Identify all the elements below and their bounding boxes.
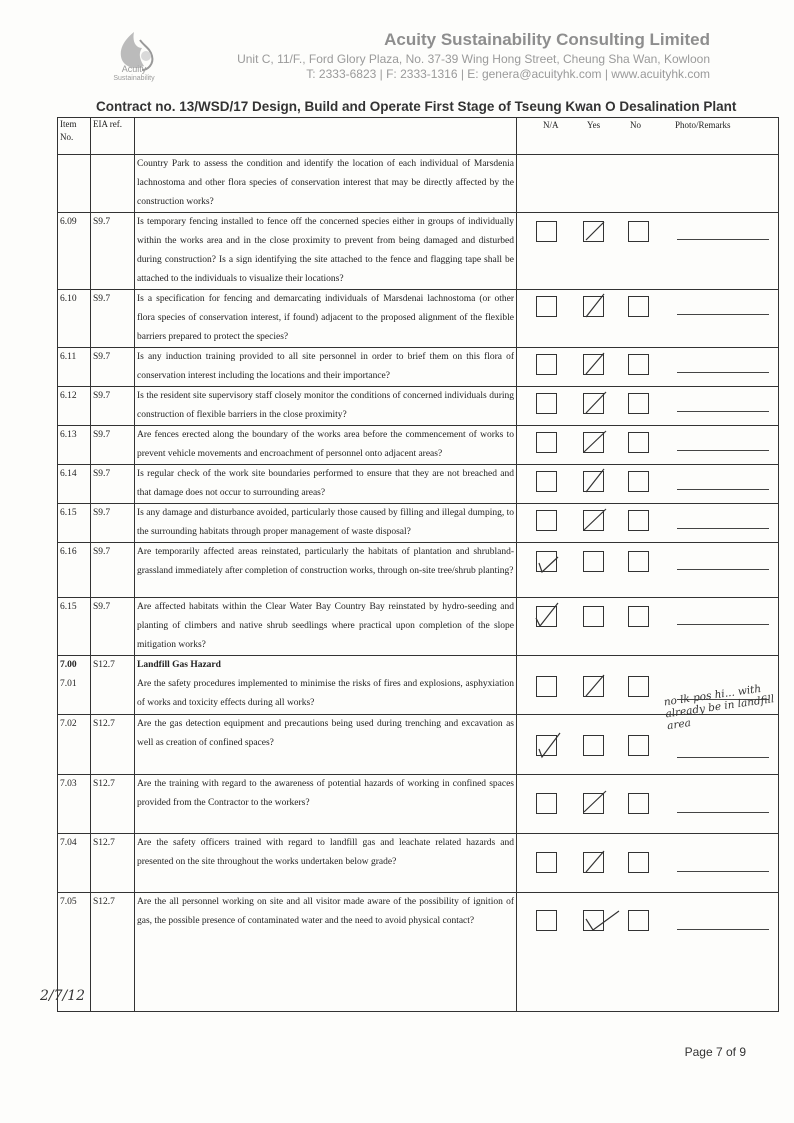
handwritten-remark: no lk pos hi... with already be in landfill area: [663, 682, 776, 733]
checkbox-na[interactable]: [536, 432, 557, 453]
checkbox-no[interactable]: [628, 221, 649, 242]
tick-mark-icon: [581, 507, 609, 533]
tick-mark-icon: [534, 729, 562, 759]
remarks-line[interactable]: [677, 757, 769, 758]
table-row: 6.16 S9.7 Are temporarily affected areas reinstated, particularly the habitats of plantation and shrubland-grassland immediately after completion of construction works, through on-site tree/shrub planting?: [58, 543, 779, 598]
company-address: Unit C, 11/F., Ford Glory Plaza, No. 37-39 Wing Hong Street, Cheung Sha Wan, Kowloon T: 2333-6823 | F: 2333-1316 | E: genera@acuityhk.com | www.acuityhk.com: [237, 52, 710, 81]
table-row: [58, 155, 779, 213]
table-row: 6.12 S9.7 Is the resident site supervisory staff closely monitor the conditions of concerned individuals during construction of flexible barriers in the close proximity?: [58, 387, 779, 426]
header-eia: EIA ref.: [91, 118, 135, 155]
checklist-table: [57, 117, 779, 1012]
table-row: 7.02 S12.7 Are the gas detection equipment and precautions being used during trenching and excavation as well as creation of confined spaces?: [58, 715, 779, 775]
checkbox-yes[interactable]: [583, 551, 604, 572]
tick-mark-icon: [583, 390, 609, 416]
checkbox-na[interactable]: [536, 910, 557, 931]
handwritten-initials: 2/7/12: [40, 988, 86, 1004]
checkbox-na[interactable]: [536, 296, 557, 317]
table-row: 6.15 S9.7 Is any damage and disturbance avoided, particularly those caused by filling and illegal dumping, to the surrounding habitats through proper management of waste disposal?: [58, 504, 779, 543]
checkbox-no[interactable]: [628, 676, 649, 697]
remarks-line[interactable]: [677, 812, 769, 813]
remarks-line[interactable]: [677, 871, 769, 872]
checkbox-no[interactable]: [628, 793, 649, 814]
remarks-line[interactable]: [677, 314, 769, 315]
tick-mark-icon: [583, 219, 607, 243]
table-row: 6.13 S9.7 Are fences erected along the boundary of the works area before the commencement of works to prevent vehicle movements and encroachment of personnel onto adjacent areas?: [58, 426, 779, 465]
company-name: Acuity Sustainability Consulting Limited: [384, 30, 710, 49]
tick-mark-icon: [583, 351, 607, 377]
question-text: Is any induction training provided to all site personnel in order to brief them on this flora of conservation interest including the locations and their importance?: [135, 348, 517, 387]
checkbox-na[interactable]: [536, 852, 557, 873]
logo-text: Acuity Sustainability: [113, 64, 155, 82]
checkbox-na[interactable]: [536, 354, 557, 375]
checkbox-yes[interactable]: [583, 606, 604, 627]
page-number: Page 7 of 9: [684, 1045, 746, 1059]
tick-mark-icon: [532, 600, 562, 630]
header-item: Item No.: [58, 118, 91, 155]
question-text: Are the all personnel working on site and all visitor made aware of the possibility of ignition of gas, the possible presence of contaminated water and the need to avoid physical contact?: [135, 893, 517, 1012]
checkbox-no[interactable]: [628, 606, 649, 627]
question-text: Are the training with regard to the awareness of potential hazards of working in confined spaces provided from the Contractor to the workers?: [135, 775, 517, 834]
tick-mark-icon: [583, 467, 607, 495]
tick-mark-icon: [583, 673, 607, 699]
question-text: Are fences erected along the boundary of the works area before the commencement of works to prevent vehicle movements and encroachment of personnel onto adjacent areas?: [135, 426, 517, 465]
remarks-line[interactable]: [677, 450, 769, 451]
table-row: 6.09 S9.7 Is temporary fencing installed to fence off the concerned species either in groups of individually within the works area and in the close proximity to prevent from being damaged and disturbed during construction? Is a sign identifying the site attached to the fence and flagging tape shall be attached to the individuals to visualize their locations?: [58, 213, 779, 290]
checkbox-no[interactable]: [628, 393, 649, 414]
question-text: Are the gas detection equipment and precautions being used during trenching and excavation as well as creation of confined spaces?: [135, 715, 517, 775]
remarks-line[interactable]: [677, 239, 769, 240]
header-remarks: Photo/Remarks: [675, 120, 731, 130]
checkbox-no[interactable]: [628, 354, 649, 375]
tick-mark-icon: [581, 789, 609, 815]
checkbox-na[interactable]: [536, 221, 557, 242]
remarks-line[interactable]: [677, 528, 769, 529]
remarks-line[interactable]: [677, 489, 769, 490]
checkbox-yes[interactable]: [583, 735, 604, 756]
question-text: Is a specification for fencing and demarcating individuals of Marsdenai lachnostoma (or other flora species of conservation interest, if found) adjacent to the proposed alignment of the flexible barriers prepared to protect the species?: [135, 290, 517, 348]
table-row: 7.04 S12.7 Are the safety officers trained with regard to landfill gas and leachate related hazards and presented on the site throughout the works undertaken below grade?: [58, 834, 779, 893]
tick-mark-icon: [581, 429, 609, 455]
table-row: 6.10 S9.7 Is a specification for fencing and demarcating individuals of Marsdenai lachnostoma (or other flora species of conservation interest, if found) adjacent to the proposed alignment of the flexible barriers prepared to protect the species?: [58, 290, 779, 348]
header-options: [517, 118, 779, 155]
checkbox-na[interactable]: [536, 510, 557, 531]
header-question: [135, 118, 517, 155]
checkbox-no[interactable]: [628, 910, 649, 931]
remarks-line[interactable]: [677, 929, 769, 930]
table-row: 6.15 S9.7 Are affected habitats within the Clear Water Bay Country Bay reinstated by hydro-seeding and planting of climbers and native shrub seedlings where practical upon completion of the slope mitigation works?: [58, 598, 779, 656]
remarks-line[interactable]: [677, 624, 769, 625]
contract-title: Contract no. 13/WSD/17 Design, Build and Operate First Stage of Tseung Kwan O Desalination Plant: [96, 99, 737, 114]
question-text: Are affected habitats within the Clear Water Bay Country Bay reinstated by hydro-seeding and planting of climbers and native shrub seedlings where practical upon completion of the slope mitigation works?: [135, 598, 517, 656]
checkbox-na[interactable]: [536, 676, 557, 697]
header-yes: Yes: [587, 120, 601, 130]
question-text: Is regular check of the work site boundaries performed to ensure that they are not breached and that damage does not occur to surrounding areas?: [135, 465, 517, 504]
question-text: Are the safety officers trained with regard to landfill gas and leachate related hazards and presented on the site throughout the works undertaken below grade?: [135, 834, 517, 893]
checkbox-na[interactable]: [536, 393, 557, 414]
table-row: 7.00 7.01 S12.7 Landfill Gas Hazard Are the safety procedures implemented to minimise the risks of fires and explosions, asphyxiation of works and toxicity effects during all works?: [58, 656, 779, 715]
table-row: 7.05 S12.7 Are the all personnel working on site and all visitor made aware of the possibility of ignition of gas, the possible presence of contaminated water and the need to avoid physical contact?: [58, 893, 779, 1012]
question-text: Is temporary fencing installed to fence off the concerned species either in groups of individually within the works area and in the close proximity to prevent from being damaged and disturbed during construction? Is a sign identifying the site attached to the fence and flagging tape shall be attached to the individuals to visualize their locations?: [135, 213, 517, 290]
table-row: 6.11 S9.7 Is any induction training provided to all site personnel in order to brief them on this flora of conservation interest including the locations and their importance?: [58, 348, 779, 387]
checkbox-no[interactable]: [628, 471, 649, 492]
remarks-line[interactable]: [677, 569, 769, 570]
checkbox-no[interactable]: [628, 432, 649, 453]
checkbox-no[interactable]: [628, 551, 649, 572]
checkbox-na[interactable]: [536, 793, 557, 814]
checkbox-na[interactable]: [536, 471, 557, 492]
header-na: N/A: [543, 120, 559, 130]
question-text: Is any damage and disturbance avoided, particularly those caused by filling and illegal dumping, to the surrounding habitats through proper management of waste disposal?: [135, 504, 517, 543]
table-row: 6.14 S9.7 Is regular check of the work site boundaries performed to ensure that they are not breached and that damage does not occur to surrounding areas?: [58, 465, 779, 504]
remarks-line[interactable]: [677, 411, 769, 412]
question-text: Are the safety procedures implemented to minimise the risks of fires and explosions, asphyxiation of works and toxicity effects during all works?: [137, 679, 514, 708]
remarks-line[interactable]: [677, 372, 769, 373]
checkbox-no[interactable]: [628, 510, 649, 531]
tick-mark-icon: [583, 907, 623, 933]
question-text: Are temporarily affected areas reinstated, particularly the habitats of plantation and shrubland-grassland immediately after completion of construction works, through on-site tree/shrub planting?: [135, 543, 517, 598]
question-text: Is the resident site supervisory staff closely monitor the conditions of concerned individuals during construction of flexible barriers in the close proximity?: [135, 387, 517, 426]
question-text: Country Park to assess the condition and identify the location of each individual of Marsdenia lachnostoma and other flora species of conservation interest that may be directly affected by the construction works?: [135, 155, 517, 213]
tick-mark-icon: [583, 849, 607, 875]
tick-mark-icon: [583, 292, 607, 320]
checkbox-no[interactable]: [628, 735, 649, 756]
tick-mark-icon: [534, 551, 560, 575]
header-no: No: [630, 120, 641, 130]
section-title: Landfill Gas Hazard: [137, 660, 221, 670]
checkbox-no[interactable]: [628, 852, 649, 873]
checkbox-no[interactable]: [628, 296, 649, 317]
table-row: 7.03 S12.7 Are the training with regard to the awareness of potential hazards of working in confined spaces provided from the Contractor to the workers?: [58, 775, 779, 834]
